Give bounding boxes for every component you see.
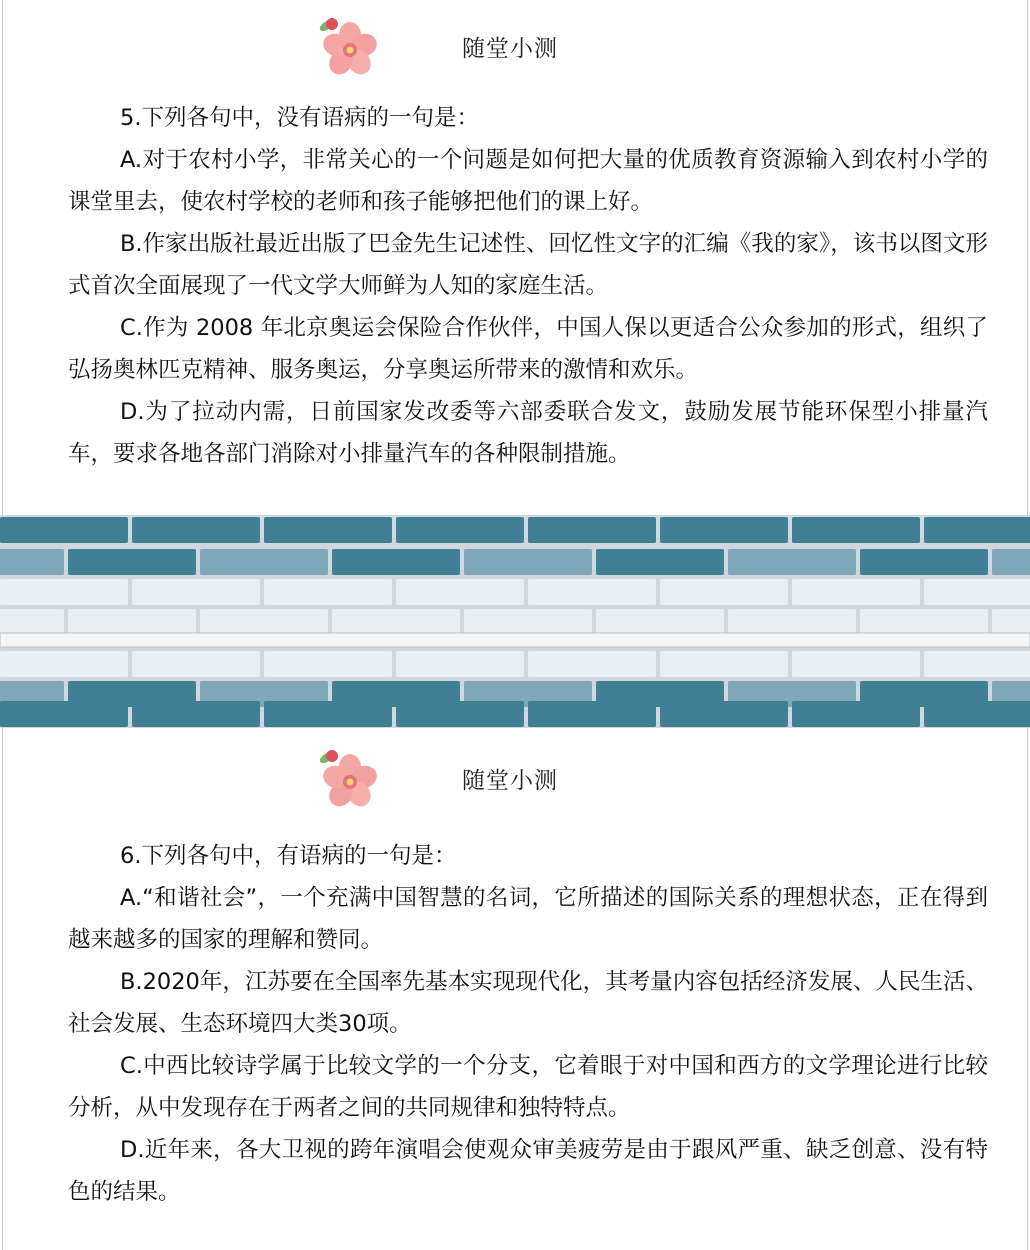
flower-icon xyxy=(310,742,380,812)
brick xyxy=(924,579,1030,605)
brick xyxy=(792,701,920,727)
brick xyxy=(68,609,196,635)
brick xyxy=(0,651,128,677)
brick xyxy=(792,517,920,543)
brick xyxy=(264,579,392,605)
brick xyxy=(924,517,1030,543)
brick xyxy=(264,517,392,543)
wall-rail xyxy=(0,633,1030,647)
flower-icon xyxy=(310,10,380,80)
brick xyxy=(264,701,392,727)
brick xyxy=(660,579,788,605)
brick xyxy=(528,579,656,605)
brick xyxy=(132,701,260,727)
question-5 xyxy=(68,97,988,475)
option-b: B.2020年，江苏要在全国率先基本实现现代化，其考量内容包括经济发展、人民生活、社会发展、生态环境四大类30项。 xyxy=(68,969,988,1037)
option-b: B.作家出版社最近出版了巴金先生记述性、回忆性文字的汇编《我的家》，该书以图文形式首次全面展现了一代文学大师鲜为人知的家庭生活。 xyxy=(68,231,988,299)
brick xyxy=(992,609,1030,635)
option-c: C.中西比较诗学属于比较文学的一个分支，它着眼于对中国和西方的文学理论进行比较分析，从中发现存在于两者之间的共同规律和独特特点。 xyxy=(68,1053,988,1121)
brick xyxy=(596,549,724,575)
quiz-section-6 xyxy=(0,728,1030,1250)
brick xyxy=(132,579,260,605)
brick xyxy=(660,651,788,677)
brick xyxy=(596,609,724,635)
brick xyxy=(396,701,524,727)
brick xyxy=(728,549,856,575)
brick xyxy=(528,651,656,677)
brick xyxy=(528,517,656,543)
brick xyxy=(396,579,524,605)
brick xyxy=(200,549,328,575)
option-d: D.为了拉动内需，日前国家发改委等六部委联合发文，鼓励发展节能环保型小排量汽车，要求各地各部门消除对小排量汽车的各种限制措施。 xyxy=(68,399,988,467)
brick xyxy=(0,609,64,635)
brick xyxy=(728,609,856,635)
brick xyxy=(0,517,128,543)
brick xyxy=(924,701,1030,727)
option-a: A.对于农村小学，非常关心的一个问题是如何把大量的优质教育资源输入到农村小学的课堂里去，使农村学校的老师和孩子能够把他们的课上好。 xyxy=(68,147,988,215)
section-header xyxy=(310,10,730,80)
brick xyxy=(792,651,920,677)
brick xyxy=(332,609,460,635)
section-header xyxy=(310,742,730,812)
brick xyxy=(992,549,1030,575)
option-d: D.近年来，各大卫视的跨年演唱会使观众审美疲劳是由于跟风严重、缺乏创意、没有特色的结果。 xyxy=(68,1137,988,1205)
section-title: 随堂小测 xyxy=(462,36,558,62)
question-stem: 6.下列各句中，有语病的一句是： xyxy=(120,843,457,869)
brick xyxy=(792,579,920,605)
brick xyxy=(660,517,788,543)
brick xyxy=(132,651,260,677)
brick xyxy=(0,579,128,605)
brick xyxy=(332,549,460,575)
brick xyxy=(464,609,592,635)
section-title: 随堂小测 xyxy=(462,768,558,794)
brick xyxy=(396,651,524,677)
brick xyxy=(924,651,1030,677)
brick xyxy=(68,549,196,575)
brick xyxy=(264,651,392,677)
option-c: C.作为 2008 年北京奥运会保险合作伙伴，中国人保以更适合公众参加的形式，组织了弘扬奥林匹克精神、服务奥运，分享奥运所带来的激情和欢乐。 xyxy=(68,315,988,383)
brick xyxy=(860,549,988,575)
brick xyxy=(200,609,328,635)
brick-wall-divider xyxy=(0,515,1030,728)
quiz-section-5 xyxy=(0,0,1030,515)
question-6 xyxy=(68,835,988,1213)
question-stem: 5.下列各句中，没有语病的一句是： xyxy=(120,105,479,131)
brick xyxy=(0,701,128,727)
brick xyxy=(528,701,656,727)
option-a: A.“和谐社会”，一个充满中国智慧的名词，它所描述的国际关系的理想状态，正在得到越来越多的国家的理解和赞同。 xyxy=(68,885,988,953)
brick xyxy=(396,517,524,543)
brick xyxy=(132,517,260,543)
brick xyxy=(660,701,788,727)
brick xyxy=(464,549,592,575)
brick xyxy=(0,549,64,575)
brick xyxy=(860,609,988,635)
